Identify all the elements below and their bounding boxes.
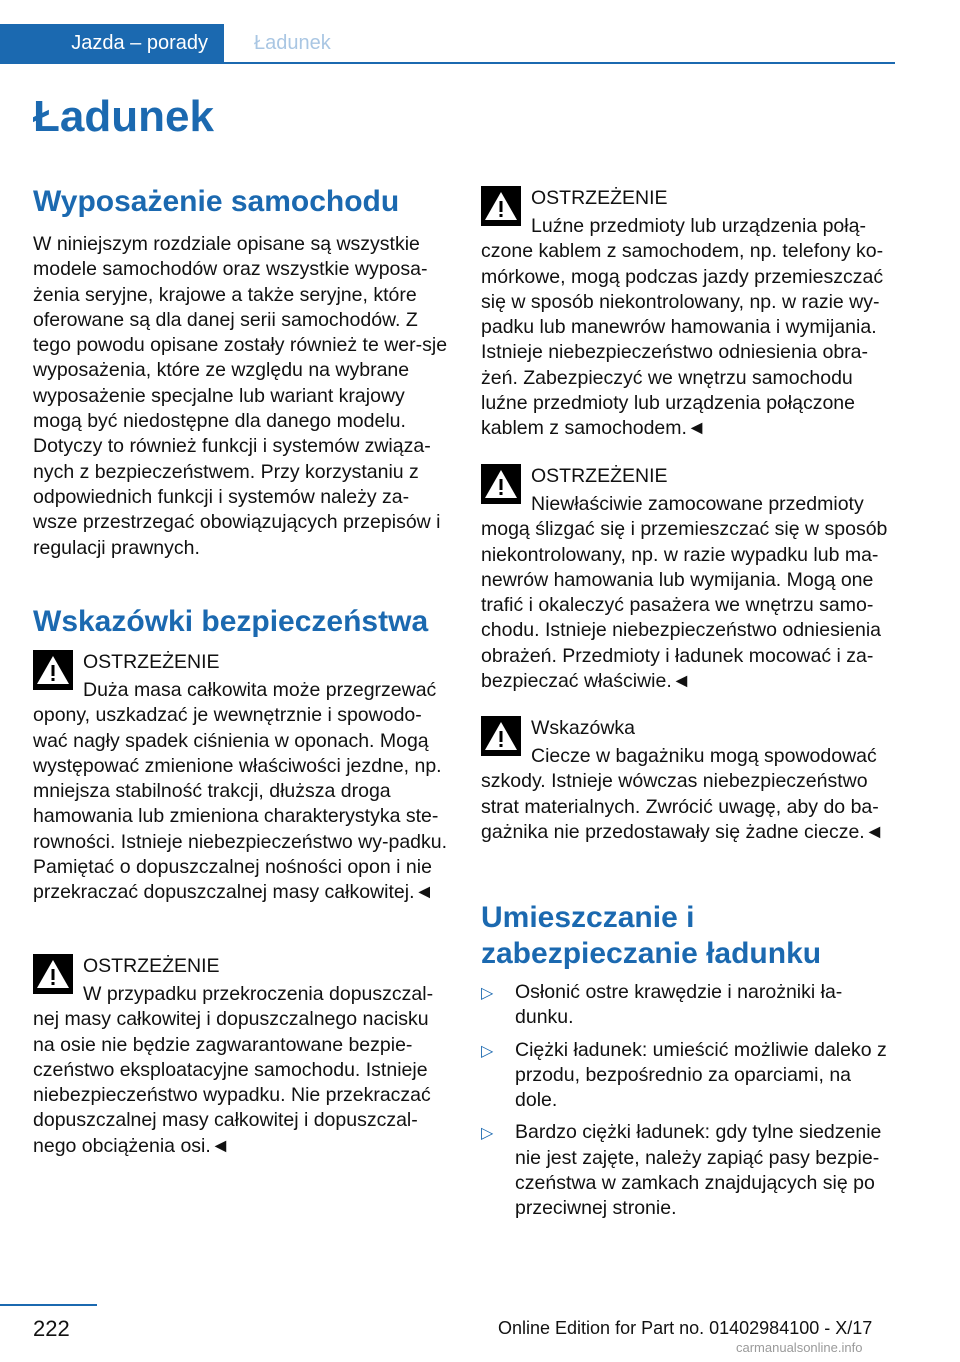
warning-text: Luźne przedmioty lub urządzenia połą-czone kablem z samochodem, np. telefony ko-mórkowe, mogą podczas jazdy przemieszczać się w sposób niekontrolowany, np. w razie wy-padku lub manewrów hamowania i wymijania. Istnieje niebezpieczeństwo odniesienia obra-żeń. Zabezpieczyć we wnętrzu samochodu luźne przedmioty lub urządzenia połączone kablem z samochodem.◄ xyxy=(481,215,884,440)
triangle-bullet-icon: ▷ xyxy=(481,1125,494,1143)
section-body-equipment: W niniejszym rozdziale opisane są wszystkie modele samochodów oraz wszystkie wyposa-żenia seryjne, krajowe a także seryjne, które oferowane są dla danej serii samochodów. Z tego powodu opisane zostały również te wer-sje wyposażenia, które ze względu na wybrane wyposażenie specjalne lub wariant krajowy mogą być niedostępne dla danego modelu. Dotyczy to również funkcji i systemów związa-nych z bezpieczeństwem. Przy korzystaniu z odpowiednich funkcji i systemów należy za-wsze przestrzegać obowiązujących przepisów i regulacji prawnych. xyxy=(33,233,448,559)
warning-label: OSTRZEŻENIE xyxy=(83,955,220,977)
breadcrumb-section[interactable]: Ładunek xyxy=(254,32,331,54)
page-number: 222 xyxy=(33,1316,70,1341)
list-item: ▷ Osłonić ostre krawędzie i narożniki ła-dunku. xyxy=(481,981,843,1029)
warning-label: OSTRZEŻENIE xyxy=(531,187,668,209)
section-heading-equipment: Wyposażenie samochodu xyxy=(33,185,400,218)
breadcrumb-chapter[interactable]: Jazda – porady xyxy=(0,24,224,62)
footer-rule xyxy=(0,1304,97,1306)
page-title: Ładunek xyxy=(33,92,214,141)
warning-label: OSTRZEŻENIE xyxy=(83,651,220,673)
warning-text: Duża masa całkowita może przegrzewać opony, uszkadzać je wewnętrznie i spowodo-wać nagły spadek ciśnienia w oponach. Mogą występować zmienione właściwości jezdne, np. mniejsza stabilność trakcji, dłuższa droga hamowania lub zmieniona charakterystyka ste-rowności. Istnieje niebezpieczeństwo wy-padku. Pamiętać o dopuszczalnej nośności opon i nie przekraczać dopuszczalnej masy całkowitej.◄ xyxy=(33,679,448,904)
triangle-bullet-icon: ▷ xyxy=(481,1042,494,1060)
warning-text: W przypadku przekroczenia dopuszczal-nej masy całkowitej i dopuszczalnego nacisku na osie nie będzie zagwarantowane bezpie-czeństwo eksploatacyjne samochodu. Istnieje niebezpieczeństwo wypadku. Nie przekraczać dopuszczalnej masy całkowitej i dopuszczal-nego obciążenia osi.◄ xyxy=(33,983,434,1157)
notice-label: Wskazówka xyxy=(531,717,636,739)
loading-bullet-list xyxy=(481,980,894,1229)
edition-note: Online Edition for Part no. 01402984100 - X/17 xyxy=(498,1318,873,1338)
warning-label: OSTRZEŻENIE xyxy=(531,465,668,487)
watermark: carmanualsonline.info xyxy=(736,1340,863,1355)
section-heading-loading: Umieszczanie i zabezpieczanie ładunku xyxy=(481,901,822,970)
triangle-bullet-icon: ▷ xyxy=(481,985,494,1002)
list-item: ▷ Bardzo ciężki ładunek: gdy tylne siedzenie nie jest zajęte, należy zapiąć pasy bezpie-czeństwa w zamkach znajdujących się po przeciwnej stronie. xyxy=(481,1121,882,1220)
notice-text: Ciecze w bagażniku mogą spowodować szkody. Istnieje wówczas niebezpieczeństwo strat materialnych. Zwrócić uwagę, aby do ba-gażnika nie przedostawały się żadne ciecze.◄ xyxy=(481,745,885,843)
warning-text: Niewłaściwie zamocowane przedmioty mogą ślizgać się i przemieszczać się w sposób niekontrolowany, np. w razie wypadku lub ma-newrów hamowania lub wymijania. Mogą one trafić i okaleczyć pasażera we wnętrzu samo-chodu. Istnieje niebezpieczeństwo odniesienia obrażeń. Przedmioty i ładunek mocować i za-bezpieczać właściwie.◄ xyxy=(481,493,888,693)
section-heading-safety: Wskazówki bezpieczeństwa xyxy=(33,605,429,638)
header-bar xyxy=(0,0,895,64)
list-item: ▷ Ciężki ładunek: umieścić możliwie daleko z przodu, bezpośrednio za oparciami, na dole. xyxy=(481,1038,887,1112)
